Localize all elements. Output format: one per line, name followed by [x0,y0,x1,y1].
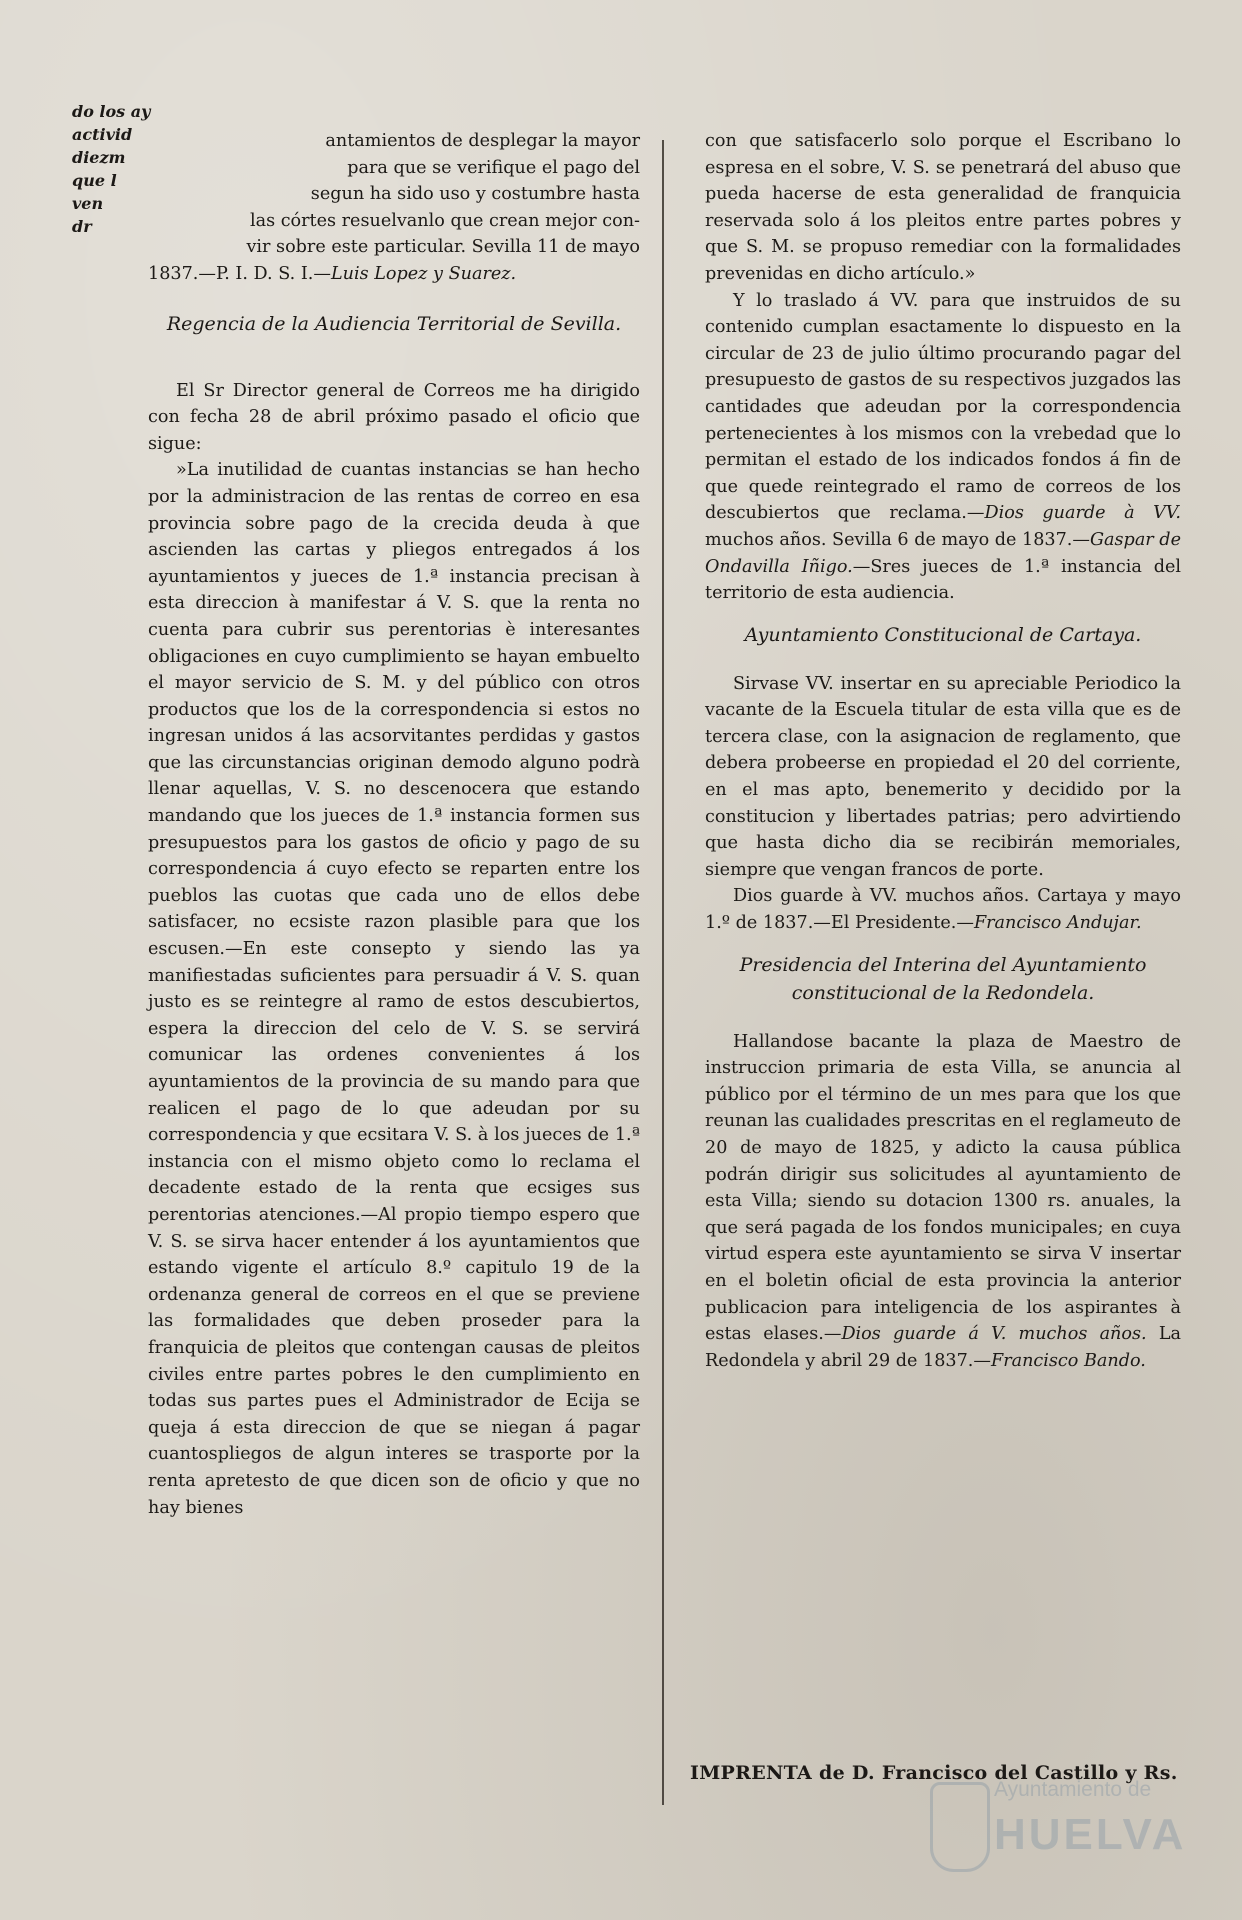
intro-signature-plain: 1837.—P. I. D. S. I.— [148,263,331,284]
section-heading-regencia: Regencia de la Audiencia Territorial de Sevilla. [166,312,622,335]
traslado-paragraph [705,288,1181,607]
intro-line: segun ha sido uso y costumbre hasta [310,184,640,205]
intro-line: para que se verifique el pago del [347,157,640,178]
margin-line: activid [72,125,133,144]
regencia-continuation: con que satisfacerlo solo porque el Escribano lo espresa en el sobre, V. S. se penetrará del abuso que pueda hacerse de esta generalidad de franquicia reservada solo á los pleitos entre partes pobres y que S. M. se propuso remediar con la formalidades prevenidas en dicho artículo.» [705,131,1181,284]
city-seal-icon [930,1782,990,1872]
printer-imprint: IMPRENTA de D. Francisco del Castillo y Rs. [690,1762,1178,1784]
margin-line: do los ay [72,102,151,121]
traslado-text: Y lo traslado á VV. para que instruidos de su contenido cumplan esactamente lo dispuesto en la circular de 23 de julio último procurando pagar del presupuesto de gastos de su respectivos juzgados las cantidades que adeudan por la correspondencia pertenecientes à los mismos con la vrebedad que lo permitan el estado de los indicados fondos á fin de que quede reintegrado el ramo de correos de los descubiertos que reclama.— [705,290,1181,524]
margin-line: ven [72,194,104,213]
archive-watermark [930,1770,1187,1890]
watermark-line-1: Ayuntamiento de [994,1778,1152,1801]
redondela-text: Hallandose bacante la plaza de Maestro de instruccion primaria de esta Villa, se anuncia al público por el término de un mes para que los que reunan las cualidades prescritas en el reglameuto de 20 de mayo de 1825, y adicto la causa pública podrán dirigir sus solicitudes al ayuntamiento de esta Villa; siendo su dotacion 1300 rs. anuales, la que será pagada de los fondos municipales; en cuya virtud espera este ayuntamiento se sirva V insertar en el boletin oficial de esta provincia la anterior publicacion para inteligencia de los aspirantes à estas elases.— [705,1031,1181,1345]
margin-line: diezm [72,148,126,167]
traslado-date: muchos años. Sevilla 6 de mayo de 1837.— [705,529,1090,550]
left-column [148,128,640,1521]
redondela-date: La Redondela y abril 29 de 1837.— [705,1324,1181,1371]
cartaya-paragraph: Sirvase VV. insertar en su apreciable Periodico la vacante de la Escuela titular de esta villa que es de tercera clase, con la asignacion de reglamento, que debera probeerse en propiedad el 20 del corriente, en el mas apto, benemerito y decidido por la constitucion y libertades patrias; pero advirtiendo que hasta dicho dia se recibirán memoriales, siempre que vengan francos de porte. [705,673,1181,880]
margin-line: dr [72,217,92,236]
traslado-addressees: —Sres jueces de 1.ª instancia del territorio de esta audiencia. [705,556,1181,604]
redondela-salutation: Dios guarde á V. muchos años. [841,1324,1147,1345]
intro-line: vir sobre este particular. Sevilla 11 de mayo [246,237,640,258]
section-heading-cartaya: Ayuntamiento Constitucional de Cartaya. [744,623,1142,646]
section-heading-redondela: Presidencia del Interina del Ayuntamiento constitucional de la Redondela. [739,953,1147,1004]
regencia-opening: El Sr Director general de Correos me ha dirigido con fecha 28 de abril próximo pasado el oficio que sigue: [148,380,640,454]
cartaya-signer: Francisco Andujar. [973,913,1142,934]
redondela-paragraph [705,1029,1181,1375]
right-column [705,128,1181,1374]
regencia-body: »La inutilidad de cuantas instancias se han hecho por la administracion de las rentas de correo en esa provincia sobre pago de la crecida deuda à que ascienden las cartas y pliegos entregados á los ayuntamientos y jueces de 1.ª instancia precisan à esta direccion à manifestar á V. S. que la renta no cuenta para cubrir sus perentorias è interesantes obligaciones en cuyo cumplimiento se hayan embuelto el mayor servicio de S. M. y del público con otros productos que los de la correspondencia si estos no ingresan unidos á las acsorvitantes perdidas y gastos que las circunstancias originan demodo alguno podrà llenar aquellas, V. S. no descenocera que estando mandando que los jueces de 1.ª instancia formen sus presupuestos para los gastos de oficio y pago de su correspondencia á cuyo efecto se reparten entre los pueblos las cuotas que cada uno de ellos debe satisfacer, no ecsiste razon plasible para que los escusen.—En este consepto y siendo las ya manifiestadas suficientes para persuadir á V. S. quan justo es se reintegre al ramo de estos descubiertos, espera la direccion del celo de V. S. se servirá comunicar las ordenes convenientes á los ayuntamientos de la provincia de su mando para que realicen el pago de lo que adeudan por su correspondencia y que ecsitara V. S. à los jueces de 1.ª instancia con el mismo objeto como lo reclama el decadente estado de la renta que ecsiges sus perentorias atenciones.—Al propio tiempo espero que V. S. se sirva hacer entender á los ayuntamientos que estando vigente el artículo 8.º capitulo 19 de la ordenanza general de correos en el que se previene las formalidades que deben proseder para la franquicia de pleitos que contengan causas de pleitos civiles entre partes pobres le den cumplimiento en todas sus partes pues el Administrador de Ecija se queja á esta direccion de que se niegan á pagar cuantospliegos de algun interes se trasporte por la renta apretesto de que dicen son de oficio y que no hay bienes [148,460,640,1518]
margin-line: que l [72,171,117,190]
intro-signature [148,261,640,288]
cartaya-closing [705,883,1181,936]
traslado-salutation: Dios guarde à VV. [984,503,1181,524]
cartaya-closing-text: Dios guarde à VV. muchos años. Cartaya y mayo 1.º de 1837.—El Presidente.— [705,886,1181,934]
intro-line: antamientos de desplegar la mayor [325,131,640,151]
column-divider [662,140,664,1805]
intro-line: las córtes resuelvanlo que crean mejor con- [249,210,640,231]
traslado-signer: Gaspar de Ondavilla Iñigo. [705,529,1181,577]
redondela-signer: Francisco Bando. [990,1350,1146,1371]
watermark-line-2: HUELVA [994,1810,1187,1859]
intro-block [148,128,640,261]
intro-signature-name: Luis Lopez y Suarez. [330,263,517,284]
